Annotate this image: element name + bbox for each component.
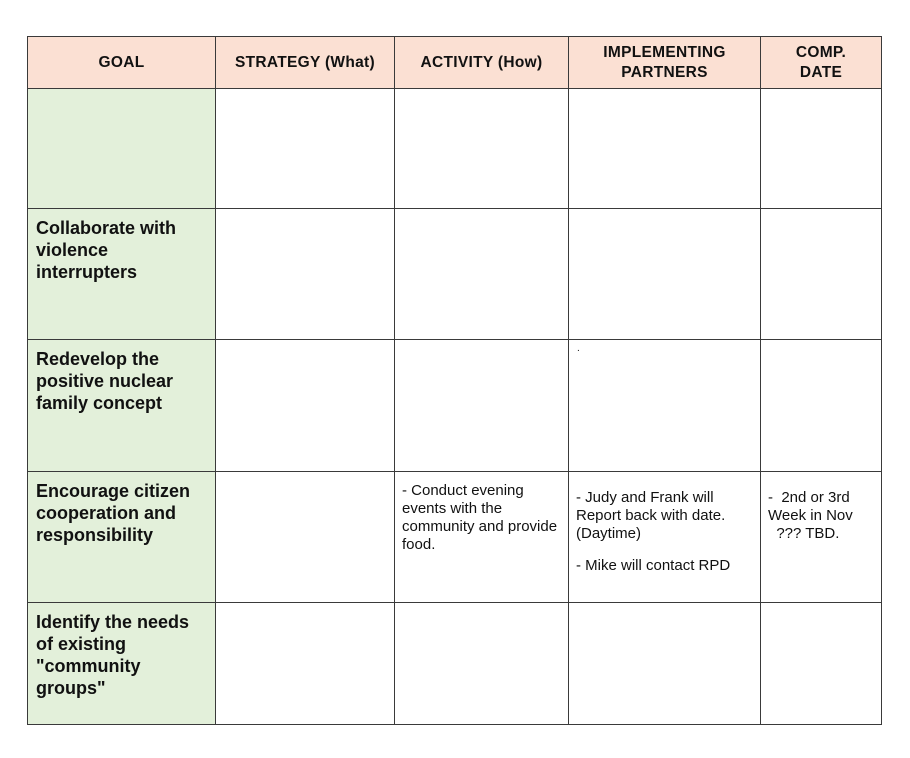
activity-text: - Conduct evening events with the community and provide food. xyxy=(402,482,558,553)
date-line1: - 2nd or 3rd xyxy=(768,489,850,506)
partners-note-2: - Mike will contact RPD xyxy=(576,557,731,574)
date-cell xyxy=(761,209,882,340)
goal-text: Identify the needs of existing "community groups" xyxy=(36,612,190,698)
date-cell xyxy=(761,89,882,209)
partners-note-1-line1: - Judy and Frank will xyxy=(576,489,714,506)
header-partners-label-line2: PARTNERS xyxy=(621,63,708,81)
activity-cell xyxy=(395,340,569,472)
header-activity-label: ACTIVITY (How) xyxy=(420,53,543,71)
action-plan-table xyxy=(27,36,882,725)
header-strategy xyxy=(216,37,395,89)
date-cell xyxy=(761,472,882,603)
goal-cell xyxy=(28,340,216,472)
strategy-cell xyxy=(216,472,395,603)
table-row xyxy=(28,603,882,725)
table-row xyxy=(28,89,882,209)
date-text xyxy=(761,472,881,543)
header-date-label-line2: DATE xyxy=(799,63,843,81)
activity-cell xyxy=(395,603,569,725)
partners-cell xyxy=(569,340,761,472)
header-date-label-line1: COMP. xyxy=(795,43,847,61)
strategy-cell xyxy=(216,603,395,725)
table-row xyxy=(28,472,882,603)
goal-text: Redevelop the positive nuclear family concept xyxy=(36,349,174,413)
goal-cell xyxy=(28,472,216,603)
date-line2: Week in Nov xyxy=(768,507,853,524)
date-cell xyxy=(761,603,882,725)
strategy-cell xyxy=(216,89,395,209)
header-partners-label-line1: IMPLEMENTING xyxy=(603,43,726,61)
goal-cell xyxy=(28,209,216,340)
table-row xyxy=(28,340,882,472)
goal-cell xyxy=(28,603,216,725)
partners-cell xyxy=(569,209,761,340)
header-activity xyxy=(395,37,569,89)
partners-note-1-line3: (Daytime) xyxy=(576,525,642,542)
strategy-cell xyxy=(216,340,395,472)
header-date xyxy=(761,37,882,89)
header-goal xyxy=(28,37,216,89)
partners-note-1-line2: Report back with date. xyxy=(576,507,726,524)
activity-cell xyxy=(395,89,569,209)
partners-text xyxy=(569,472,760,575)
goal-text xyxy=(28,89,215,97)
partners-cell xyxy=(569,89,761,209)
header-partners xyxy=(569,37,761,89)
partners-cell xyxy=(569,472,761,603)
activity-cell xyxy=(395,209,569,340)
header-goal-label: GOAL xyxy=(98,53,145,71)
goal-cell xyxy=(28,89,216,209)
activity-cell xyxy=(395,472,569,603)
header-row xyxy=(28,37,882,89)
header-strategy-label: STRATEGY (What) xyxy=(235,53,375,71)
goal-text: Encourage citizen cooperation and responsibility xyxy=(36,481,191,545)
goal-text: Collaborate with violence interrupters xyxy=(36,218,177,282)
date-cell xyxy=(761,340,882,472)
partners-cell xyxy=(569,603,761,725)
strategy-cell xyxy=(216,209,395,340)
date-line3: ??? TBD. xyxy=(768,525,840,542)
table-row xyxy=(28,209,882,340)
partners-mark: . xyxy=(577,343,580,354)
